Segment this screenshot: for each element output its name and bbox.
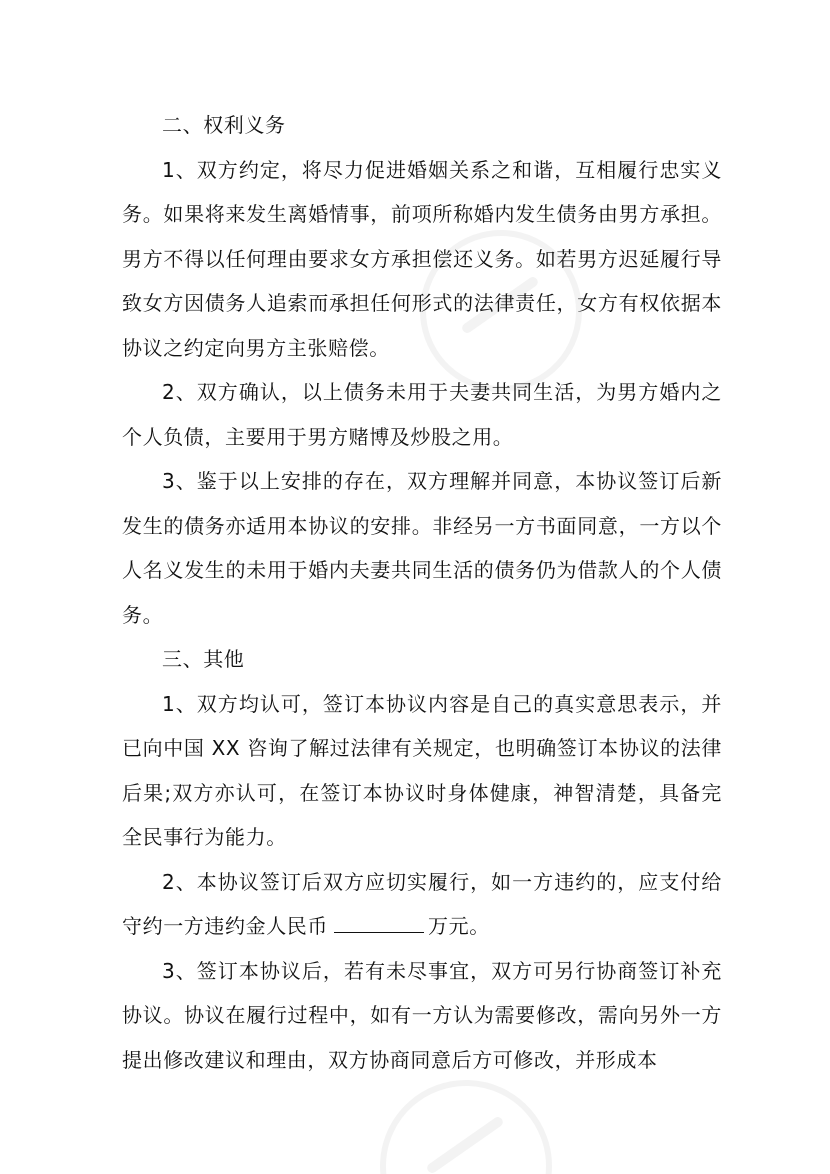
amount-blank-field[interactable] [334, 912, 424, 933]
clause-3-2-unit: 万元。 [428, 914, 490, 938]
document-body [122, 103, 722, 1082]
section-heading-rights-obligations: 二、权利义务 [162, 113, 286, 137]
clause-2-3: 3、鉴于以上安排的存在，双方理解并同意，本协议签订后新发生的债务亦适用本协议的安排。非经另一方书面同意，一方以个人名义发生的未用于婚内夫妻共同生活的债务仍为借款人的个人债务。 [122, 469, 722, 627]
clause-3-3: 3、签订本协议后，若有未尽事宜，双方可另行协商签订补充协议。协议在履行过程中，如有一方认为需要修改，需向另外一方提出修改建议和理由，双方协商同意后方可修改，并形成本 [122, 958, 722, 1072]
clause-3-2 [122, 860, 722, 949]
clause-2-2: 2、双方确认，以上债务未用于夫妻共同生活，为男方婚内之个人负债，主要用于男方赌博及炒股之用。 [122, 380, 722, 449]
clause-3-2-text: 2、本协议签订后双方应切实履行，如一方违约的，应支付给守约一方违约金人民币 [122, 869, 722, 938]
clause-3-1: 1、双方均认可，签订本协议内容是自己的真实意思表示，并已向中国 XX 咨询了解过法律有关规定，也明确签订本协议的法律后果;双方亦认可，在签订本协议时身体健康，神智清楚，具备完全民事行为能力。 [122, 691, 722, 849]
clause-2-1: 1、双方约定，将尽力促进婚姻关系之和谐，互相履行忠实义务。如果将来发生离婚情事，前项所称婚内发生债务由男方承担。男方不得以任何理由要求女方承担偿还义务。如若男方迟延履行导致女方因债务人追索而承担任何形式的法律责任，女方有权依据本协议之约定向男方主张赔偿。 [122, 157, 722, 360]
section-heading-other: 三、其他 [162, 647, 245, 671]
